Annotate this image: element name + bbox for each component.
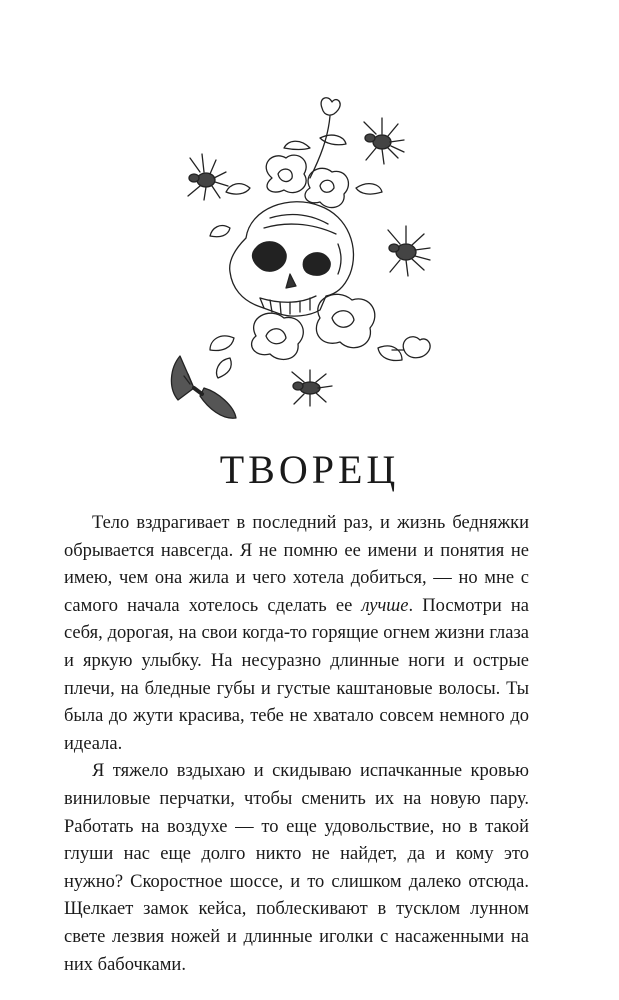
body-text (64, 510, 529, 979)
paragraph-1-end: . Посмотри на себя, дорогая, на свои когда-то горящие огнем жизни глаза и яркую улыбку. На несуразно длинные ноги и острые плечи, на бледные губы и густые каштановые волосы. Ты была до жути красива, тебе не хватало совсем немного до идеала. (64, 595, 529, 754)
paragraph-1 (64, 510, 529, 758)
skull-roses-illustration (160, 88, 450, 438)
chapter-title: ТВОРЕЦ (219, 447, 400, 492)
emphasis-word: лучше (361, 595, 409, 616)
paragraph-1-start: Тело вздрагивает в последний раз, и жизнь бедняжки обрывается навсегда. Я не помню ее имени и понятия не имею, чем она жила и чего хотела добиться, — но мне с самого начала хотелось сделать ее (64, 513, 529, 616)
illustration-icon (160, 88, 450, 438)
paragraph-2: Я тяжело вздыхаю и скидываю испачканные кровью виниловые перчатки, чтобы сменить их на новую пару. Работать на воздухе — то еще удовольствие, но в такой глуши нас еще долго никто не найдет, да и кому это нужно? Скоростное шоссе, и то слишком далеко отсюда. Щелкает замок кейса, поблескивают в тусклом лунном свете лезвия ножей и длинные иголки с насаженными на них бабочками. (64, 761, 529, 975)
